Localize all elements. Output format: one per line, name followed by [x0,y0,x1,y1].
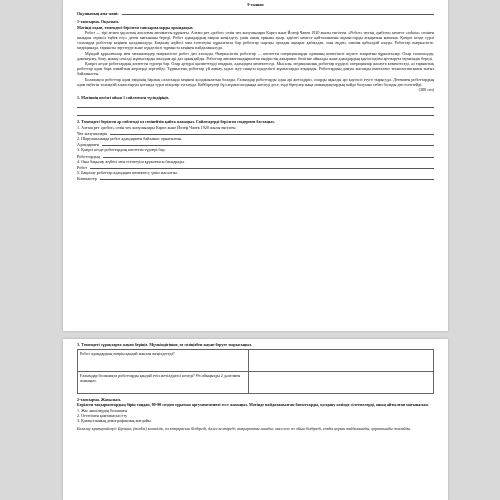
table-answer-cell[interactable] [248,372,433,394]
q2-answer-line[interactable] [103,153,434,158]
task1-heading: 1-тапсырма. Оқылым. [77,19,119,25]
answer-line[interactable] [77,102,434,108]
table-question-cell: Робот адамдардың өмірін қандай жақтан жеңілдетеді? [78,350,249,372]
topic-item: 1. Жас әншілердің болашағы [77,407,128,413]
question-3-table [77,349,434,394]
text-paragraph: Қазіргі кезде роботтардың көптеген түрлері бар. Олар әртүрлі қызметтерді атқарып, адамдарға көмектеседі. Мысалы, медициналық роботтар күрделі операциялар жасауға көмектеседі, ал ғарыштық роботтар адам бара алмайтын жерлерді зерттейді. Тұрмыстық роботтар үй жинау, ыдыс жуу сияқты күнделікті жұмыстарды атқарады. Роботтардың дамуы жасанды интеллект технологиясымен тығыз байланысты. [77,61,436,77]
question-3-title: 3. Төмендегі сұрақтарға жауап беріңіз. Мүмкіндігінше, өз сөзіңізбен жауап беруге тырысыңыз. [77,342,253,347]
student-name-label: Оқушының аты-жөні: [77,11,119,17]
table-row [78,350,434,372]
worksheet-page-1 [63,0,448,331]
topic-item: 3. Қазақстанның демографиялық жағдайы [77,418,151,424]
class-label: 9-сынып [247,2,264,7]
question-1: 1. Мәтіннің негізгі ойын 1 сөйлеммен түсіндіріңіз. [77,95,170,101]
student-name-row [77,10,434,16]
q2-answer-line[interactable] [100,175,434,180]
q2-item: 3. Қазіргі кезде роботтардың көптеген түрлері бар. [77,147,166,153]
q2-prompt: Робот [77,165,88,171]
student-name-line[interactable] [122,10,434,15]
q2-answer-line[interactable] [110,130,434,135]
text-paragraph: Робот — тірі ағзаға ұқсастық жасалған автоматты құрылғы. Алғаш рет «робот» сөзін чех жазушылары Карел және Йозеф Чапек 1920 жылы енгізген. «Робот» чехтің «работа» немесе «robota» сөзінен шыққан «еріксіз еңбек ету» деген мағынаны береді. Робот адамдардың өмірін жеңілдету үшін оның орнына ауыр, қауіпті немесе қайталанатын жұмыстарды атқаратын машина. Қазіргі кезде түрлі салаларда роботтар кеңінен қолданылуда. Бақылау жүйесі мен есептеуіш құрылғысы бар роботтар сыртқы ортадан ақпарат қабылдап, оны өңдеп, шешім қабылдай алады. Роботтар өнеркәсіпте, медицинада, ғарышты зерттеуде және күнделікті тұрмыста кеңінен пайдаланылуда. [77,29,436,51]
question-2-title: 2. Төмендегі берілген әр сөйлемді ол сөзінейтін қайта жазыңыз. Сөйлемдерді берілген сөздермен бастаңыз. [77,119,275,125]
q2-item: 5. Бақылау роботтар адамдарға көмектесу үшін жасалған. [77,170,178,176]
answer-line[interactable] [77,110,434,116]
q2-prompt: Чех жазушылары [77,130,108,136]
topic-item: 2. Оттегімен қамтамасыз ету [77,412,128,418]
q2-prompt: Адамдармен [77,142,99,148]
table-row [78,372,434,394]
task1-instruction: Мәтінді оқып, төмендегі берілген тапсырмаларды орындаңыз. [77,24,194,30]
q2-item: 1. Алғаш рет «робот» сөзін чех жазушылары Карел және Йозеф Чапек 1920 жылы енгізген. [77,124,237,130]
q2-answer-line[interactable] [102,141,434,146]
task2-heading: 2-тапсырма. Жазылым. [77,397,122,403]
word-count: (388 сөз) [418,87,434,93]
text-paragraph: Мұндай құрылғылар мен механизмдер өнеркәсіпте робот деп аталады. Өнеркәсіптік роботтар — көптеген операцияларды адамның көмегінсіз жүзеге асыратын құрылғылар. Олар тасымалдау, дәнекерлеу, бояу, жинау секілді жұмыстарды жылдам әрі дәл орындайды. Роботтар автоматтандырылған өндірістің ажырамас бөлігіне айналды және адамдардың қауіпсіздігін арттыруға мүмкіндік береді. [77,50,436,61]
worksheet-page-2 [63,339,448,500]
q2-answer-line[interactable] [90,164,434,169]
task2-instruction: Берілген тақырыптардың бірін таңдап, 80-90 сөзден тұратын аргументативті эссе жазыңыз. Мәтінде пайдаланылған бағыттарды, қолдану кезінде сілтемелерді, оның айтылған мағынасын. [77,402,429,408]
q2-prompt: Роботтардың [77,153,100,159]
text-paragraph: Болашақта роботтар адам өмірінің барлық саласында кеңінен қолданылатын болады. Ғалымдар роботтарды одан әрі жетілдіріп, оларды ақылды әрі қауіпсіз етуге тырысуда. Дегенмен роботтардың адам еңбегін толықтай алмастыруы қоғамда түрлі пікірлер туғызуда. Кейбіреулер бұл жұмыссыздыққа әкеледі десе, енді біреулер жаңа мамандықтардың пайда болуына себеп болады деп есептейді. [77,76,436,87]
table-question-cell: Ғалымдар болашақта роботтарды қандай етіп жетілдіргісі келеді? Өз ойыңызды 2 дәлелмен жазыңыз. [78,372,249,394]
q2-item: 2. Шаруашылыққа робот адамдармен байланыс орнатылған. [77,136,183,142]
table-answer-cell[interactable] [248,350,433,372]
assessment-criteria: Бағалау критерийлері: Бірінші, (тілдік) кемшілік, өз көзқарасын білдіреді, дәлел келтіреді; тақырыпты ашады; мәселеге өз ойын білдіреді, сөздік қорын пайдаланады, қорытынды жасайды. [77,426,412,432]
q2-item: 4. Оны бақылау жүйесі мен есептеуіш құрылғысы басқарады. [77,158,185,164]
q2-prompt: Компьютер [77,176,97,182]
